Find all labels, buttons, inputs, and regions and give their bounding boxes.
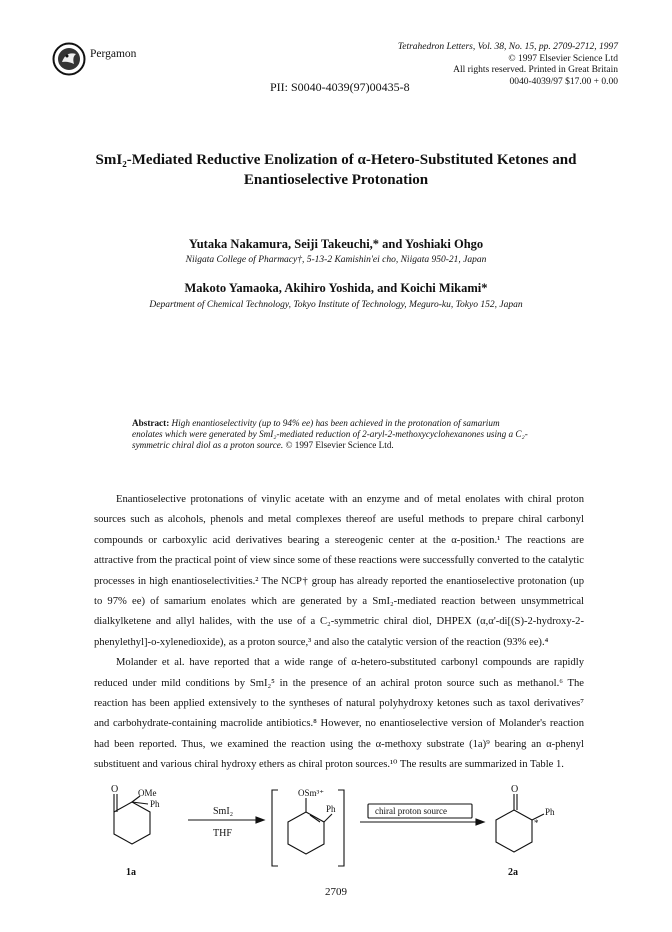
rights-line: All rights reserved. Printed in Great Britain [453, 65, 618, 75]
ome-label: OMe [138, 788, 157, 798]
author-group-1: Yutaka Nakamura, Seiji Takeuchi,* and Yoshiaki Ohgo [188, 237, 484, 251]
price-line: 0040-4039/97 $17.00 + 0.00 [509, 76, 618, 87]
ph-label-2a: Ph [545, 807, 555, 817]
reagent-label: SmI₂ [213, 806, 234, 817]
stereocenter-star: * [534, 818, 539, 828]
journal-citation: Tetrahedron Letters, Vol. 38, No. 15, pp. 2709-2712, 1997 [397, 42, 618, 52]
title-line-2: Enantioselective Protonation [243, 172, 429, 188]
journal-info [398, 42, 618, 88]
arrow-head-1 [256, 817, 264, 823]
abstract [132, 418, 532, 451]
copyright-line: © 1997 Elsevier Science Ltd [508, 53, 618, 64]
abstract-label: Abstract: [132, 418, 170, 428]
ph-label-1a: Ph [150, 799, 160, 809]
product-o-label: O [511, 784, 519, 795]
compound-2a-label: 2a [508, 867, 518, 878]
article-title [0, 150, 672, 190]
left-bracket [272, 790, 278, 866]
abstract-text: High enantioselectivity (up to 94% ee) has been achieved in the protonation of samarium enolates which were generated by SmI₂-mediated reduction of 2-aryl-2-methoxycyclohexanones using a C₂-symmetric chiral diol as a proton source. [132, 418, 528, 450]
abstract-copyright: © 1997 Elsevier Science Ltd. [283, 440, 394, 450]
substrate-1a-structure [114, 794, 150, 844]
pergamon-logo [52, 42, 86, 76]
reaction-scheme [96, 782, 596, 882]
publisher-name: Pergamon [90, 48, 137, 60]
affiliation-2: Department of Chemical Technology, Tokyo Institute of Technology, Meguro-ku, Tokyo 152, Japan [149, 300, 523, 310]
pii-code: PII: S0040-4039(97)00435-8 [270, 80, 410, 94]
right-bracket [338, 790, 344, 866]
ph-label-enolate: Ph [326, 804, 336, 814]
title-line-1: SmI₂-Mediated Reductive Enolization of α-Hetero-Substituted Ketones and [95, 152, 577, 168]
body-text [94, 490, 584, 776]
paragraph-2: Molander et al. have reported that a wide range of α-hetero-substituted carbonyl compounds are rapidly reduced under mild conditions by SmI₂⁵ in the presence of an achiral proton source such as methanol.⁶ The reaction has been applied extensively to the syntheses of natural polyhydroxy ketones such as taxol derivatives⁷ and carbohydrate-containing macrolide antibiotics.⁸ However, no enantioselective version of Molander's reaction had been reported. Thus, we examined the reaction using the α-methoxy substrate (1a)⁹ bearing an α-phenyl substituent and various chiral hydroxy ethers as chiral proton sources.¹⁰ The results are summarized in Table 1. [94, 657, 584, 771]
solvent-label: THF [213, 828, 232, 839]
author-group-2: Makoto Yamaoka, Akihiro Yoshida, and Koichi Mikami* [184, 281, 488, 295]
affiliation-1: Niigata College of Pharmacy†, 5-13-2 Kamishin'ei cho, Niigata 950-21, Japan [185, 255, 487, 265]
page-number: 2709 [325, 886, 347, 898]
proton-source-label: chiral proton source [375, 806, 447, 816]
osm-label: OSm³⁺ [298, 788, 324, 798]
compound-1a-label: 1a [126, 867, 136, 878]
arrow-head-2 [476, 819, 484, 825]
carbonyl-o-label: O [111, 784, 119, 795]
paragraph-1: Enantioselective protonations of vinylic acetate with an enzyme and of metal enolates with chiral proton sources such as alcohols, phenols and metal complexes thereof are useful methods to prepare chiral carbonyl compounds or carboxylic acid derivatives bearing a stereogenic center at the α-position.¹ The reactions are attractive from the practical point of view since some of these reactions were successfully converted to the catalytic processes in high enantioselectivities.² The NCP† group has already reported the enantioselective protonation (up to 97% ee) of samarium enolates which are generated by a SmI₂-mediated reaction between unsymmetrical dialkylketene and allyl halides, with the use of a C₂-symmetric chiral diol, DHPEX (α,α'-di[(S)-2-hydroxy-2-phenylethyl]-o-xylenedioxide), as a proton source,³ and also the catalytic version of the reaction (93% ee).⁴ [94, 494, 584, 648]
